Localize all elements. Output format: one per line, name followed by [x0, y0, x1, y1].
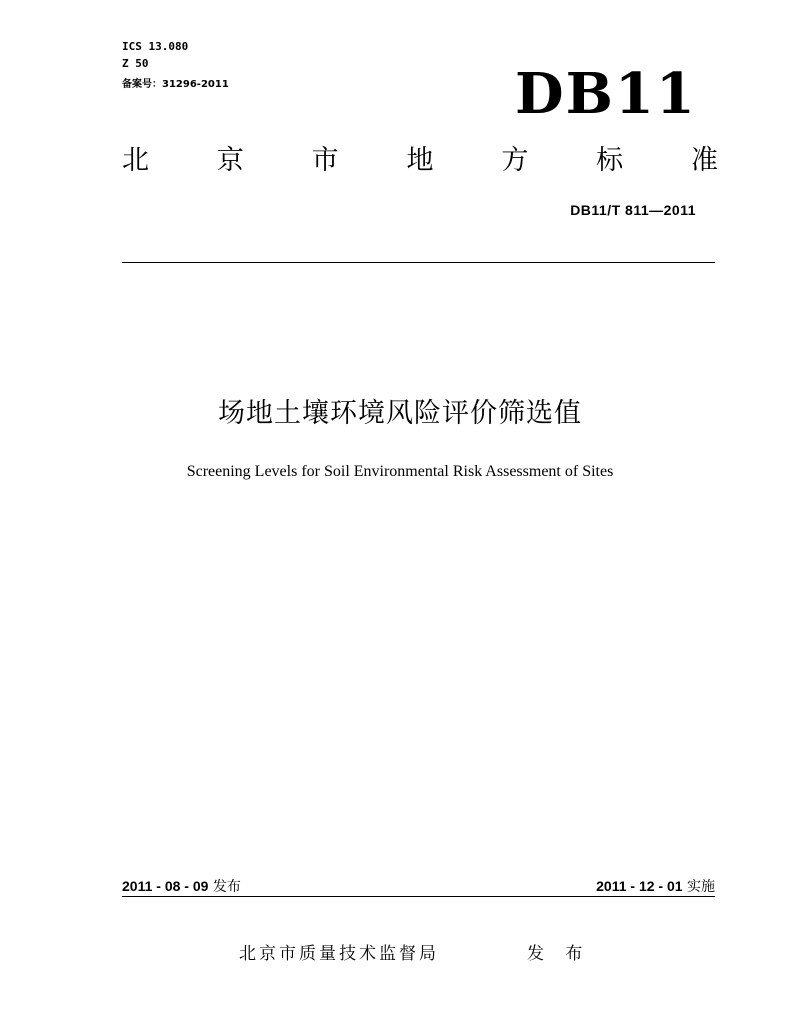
- standard-type-char: 方: [501, 145, 529, 176]
- standard-type: [122, 143, 718, 179]
- classification-code: Z 50: [122, 57, 149, 70]
- publish-date-line: [122, 877, 241, 896]
- registration-number: 31296-2011: [162, 79, 229, 90]
- standard-type-char: 京: [216, 145, 244, 176]
- standard-type-char: 准: [690, 145, 718, 176]
- publish-label: 发布: [212, 879, 241, 895]
- standard-type-char: 市: [311, 145, 339, 176]
- issue-verb: 发 布: [527, 944, 591, 964]
- ics-code: ICS 13.080: [122, 40, 189, 53]
- registration-info: [122, 77, 229, 92]
- header-divider: [122, 262, 715, 263]
- effective-date: 2011 - 12 - 01: [596, 878, 683, 894]
- standard-code: DB11/T 811—2011: [570, 202, 696, 218]
- registration-label: 备案号：: [122, 79, 162, 90]
- db11-logo: DB11: [515, 61, 697, 127]
- title-chinese: 场地土壤环境风险评价筛选值: [218, 398, 582, 429]
- title-english: Screening Levels for Soil Environmental Risk Assessment of Sites: [186, 463, 614, 480]
- effective-label: 实施: [687, 879, 715, 895]
- effective-date-line: [596, 877, 715, 896]
- publish-date: 2011 - 08 - 09: [122, 878, 209, 894]
- footer-divider: [122, 896, 715, 897]
- standard-type-char: 标: [596, 145, 624, 176]
- issuing-authority: 北京市质量技术监督局: [239, 944, 439, 964]
- standard-type-char: 地: [406, 145, 434, 176]
- standard-type-char: 北: [122, 145, 149, 176]
